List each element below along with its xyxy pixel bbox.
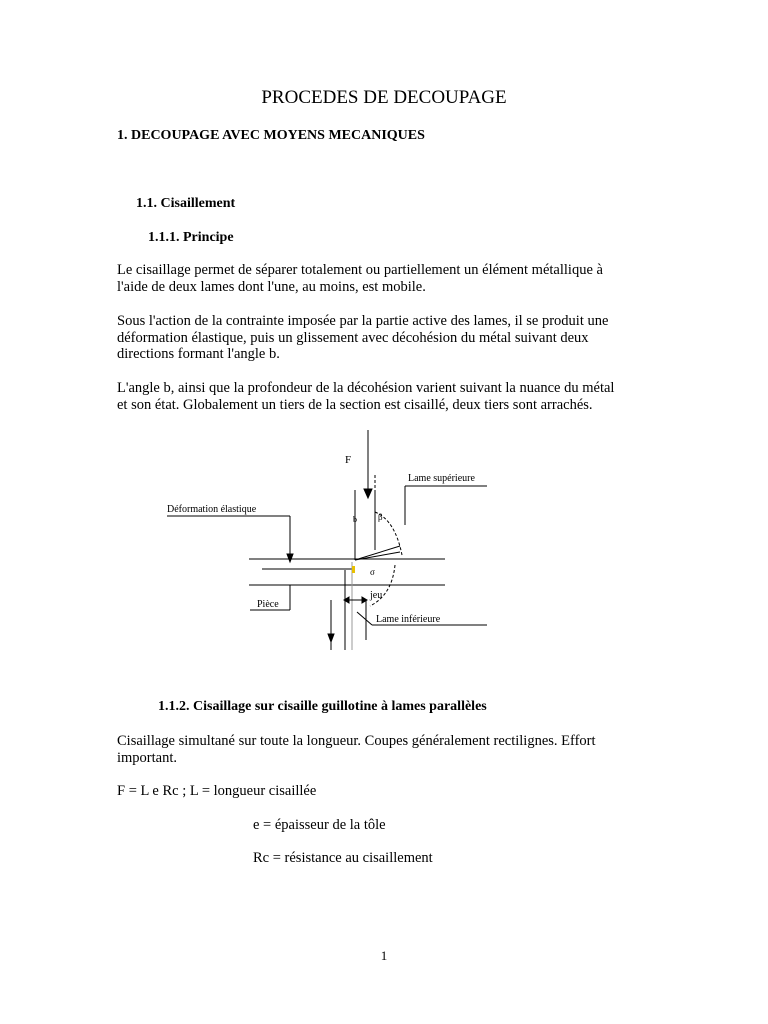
document-title: PROCEDES DE DECOUPAGE xyxy=(261,87,507,108)
reaction-arrow-head xyxy=(328,634,334,642)
force-arrow-head xyxy=(364,489,372,498)
page-number: 1 xyxy=(380,948,388,963)
paragraph-line: L'angle b, ainsi que la profondeur de la décohésion varient suivant la nuance du métal xyxy=(117,380,615,396)
paragraph-line: et son état. Globalement un tiers de la section est cisaillé, deux tiers sont arrachés. xyxy=(117,397,593,413)
section-heading-1-1: 1.1. Cisaillement xyxy=(136,196,236,211)
force-label: F xyxy=(345,454,352,466)
paragraph-line: important. xyxy=(117,750,178,766)
section-heading-1-1-1: 1.1.1. Principe xyxy=(148,230,234,245)
paragraph-line: directions formant l'angle b. xyxy=(117,346,280,362)
paragraph-line: l'aide de deux lames dont l'une, au moins, est mobile. xyxy=(117,279,426,295)
paragraph-line: Le cisaillage permet de séparer totalement ou partiellement un élément métallique à xyxy=(117,262,603,278)
paragraph-line: déformation élastique, puis un glissement avec décohésion du métal suivant deux xyxy=(117,330,589,346)
lower-blade-leader-diag xyxy=(357,612,372,625)
deformation-label: Déformation élastique xyxy=(167,504,257,515)
formula-line: Rc = résistance au cisaillement xyxy=(253,850,433,866)
angle-mark-label: β xyxy=(378,512,383,522)
upper-blade-label: Lame supérieure xyxy=(408,473,475,484)
paragraph-line: Cisaillage simultané sur toute la longueur. Coupes généralement rectilignes. Effort xyxy=(117,733,596,749)
angle-b-label: b xyxy=(353,515,357,524)
sigma-label: σ xyxy=(370,567,375,577)
clearance-label: jeu xyxy=(370,590,383,601)
yellow-mark xyxy=(352,566,355,573)
formula-line: e = épaisseur de la tôle xyxy=(253,817,386,833)
paragraph-line: Sous l'action de la contrainte imposée par la partie active des lames, il se produit une xyxy=(117,313,609,329)
piece-label: Pièce xyxy=(257,599,279,610)
deformation-arrow-head xyxy=(287,554,293,562)
lower-blade-label: Lame inférieure xyxy=(376,614,441,625)
formula-line: F = L e Rc ; L = longueur cisaillée xyxy=(117,783,317,799)
section-heading-1-1-2: 1.1.2. Cisaillage sur cisaille guillotine à lames parallèles xyxy=(158,699,487,714)
section-heading-1: 1. DECOUPAGE AVEC MOYENS MECANIQUES xyxy=(117,128,425,143)
